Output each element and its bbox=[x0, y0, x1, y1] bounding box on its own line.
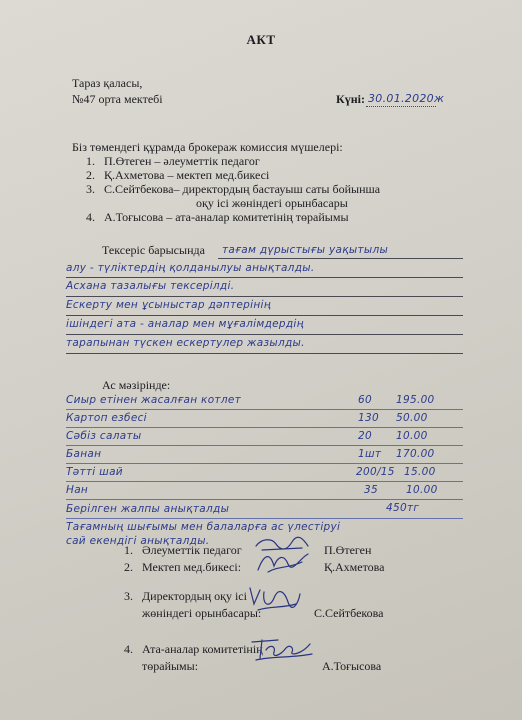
inspection-line: Ескерту мен ұсыныстар дәптерінің bbox=[66, 299, 271, 311]
signatory-number: 3. bbox=[124, 589, 133, 603]
member-number: 3. bbox=[86, 182, 95, 196]
menu-item: Сиыр етінен жасалған котлет bbox=[66, 394, 242, 406]
signatory-name: С.Сейтбекова bbox=[314, 606, 384, 620]
menu-total-text: Берілген жалпы анықталды bbox=[66, 503, 230, 515]
member-number: 1. bbox=[86, 154, 95, 168]
menu-qty: 60 bbox=[358, 394, 372, 406]
member-item: Қ.Ахметова – мектеп мед.бикесі bbox=[104, 168, 270, 182]
date-label: Күні: bbox=[336, 92, 365, 106]
menu-item: Нан bbox=[66, 484, 89, 496]
inspection-label: Тексеріс барысында bbox=[102, 243, 205, 257]
member-item-continued: оқу ісі жөніндегі орынбасары bbox=[196, 196, 348, 210]
writing-line bbox=[66, 296, 463, 297]
signature-mark bbox=[244, 582, 304, 616]
menu-note: сай екендігі анықталды. bbox=[66, 535, 210, 547]
writing-line bbox=[66, 315, 463, 316]
menu-item: Картоп езбесі bbox=[66, 412, 147, 424]
menu-qty: 20 bbox=[358, 430, 372, 442]
menu-price: 50.00 bbox=[396, 412, 428, 424]
member-item: С.Сейтбекова– директордың бастауыш саты бойынша bbox=[104, 182, 381, 196]
signatory-role: Ата-аналар комитетінің bbox=[142, 642, 263, 656]
writing-line bbox=[66, 427, 463, 428]
signatory-name: Қ.Ахметова bbox=[324, 560, 385, 574]
signatory-name: А.Тоғысова bbox=[322, 659, 382, 673]
writing-line bbox=[66, 277, 463, 278]
member-item: А.Тоғысова – ата-аналар комитетінің төрайымы bbox=[104, 210, 349, 224]
signatory-number: 2. bbox=[124, 560, 133, 574]
signatory-role: төрайымы: bbox=[142, 659, 199, 673]
menu-item: Сәбіз салаты bbox=[66, 430, 142, 442]
writing-line bbox=[66, 409, 463, 410]
inspection-line: Асхана тазалығы тексерілді. bbox=[66, 280, 235, 292]
signatory-number: 4. bbox=[124, 642, 133, 656]
menu-total-value: 450тг bbox=[386, 502, 420, 514]
writing-line bbox=[218, 258, 463, 259]
signatory-role: Әлеуметтік педагог bbox=[142, 543, 242, 557]
writing-line bbox=[66, 481, 463, 482]
signatory-role: Директордың оқу ісі bbox=[142, 589, 247, 603]
member-number: 4. bbox=[86, 210, 95, 224]
menu-qty: 35 bbox=[364, 484, 378, 496]
writing-line bbox=[66, 445, 463, 446]
menu-price: 10.00 bbox=[406, 484, 438, 496]
menu-qty: 200/15 bbox=[356, 466, 395, 478]
signatory-number: 1. bbox=[124, 543, 133, 557]
writing-line bbox=[66, 353, 463, 354]
signature-mark bbox=[254, 548, 312, 576]
writing-line bbox=[66, 499, 463, 500]
writing-line bbox=[66, 334, 463, 335]
city-line: Тараз қаласы, bbox=[72, 76, 143, 90]
commission-intro: Біз төмендегі құрамда брокераж комиссия мүшелері: bbox=[72, 140, 343, 154]
writing-line bbox=[66, 518, 463, 519]
menu-note: Тағамның шығымы мен балаларға ас үлестіруі bbox=[66, 521, 341, 533]
menu-price: 10.00 bbox=[396, 430, 428, 442]
menu-label: Ас мәзірінде: bbox=[102, 378, 171, 392]
menu-price: 195.00 bbox=[396, 394, 435, 406]
inspection-line: тағам дүрыстығы уақытылы bbox=[222, 244, 389, 256]
school-line: №47 орта мектебі bbox=[72, 92, 163, 106]
writing-line bbox=[66, 463, 463, 464]
inspection-line: алу - түліктердің қолданылуы анықталды. bbox=[66, 262, 315, 274]
inspection-line: тарапынан түскен ескертулер жазылды. bbox=[66, 337, 305, 349]
member-item: П.Өтеген – әлеуметтік педагог bbox=[104, 154, 260, 168]
menu-price: 15.00 bbox=[404, 466, 436, 478]
date-underline bbox=[366, 106, 436, 107]
menu-price: 170.00 bbox=[396, 448, 435, 460]
inspection-line: ішіндегі ата - аналар мен мұғалімдердің bbox=[66, 318, 304, 330]
signatory-role: Мектеп мед.бикесі: bbox=[142, 560, 242, 574]
date-value: 30.01.2020ж bbox=[368, 92, 445, 105]
signatory-name: П.Өтеген bbox=[324, 543, 372, 557]
menu-qty: 130 bbox=[358, 412, 379, 424]
menu-qty: 1шт bbox=[358, 448, 382, 460]
menu-item: Банан bbox=[66, 448, 102, 460]
doc-title: АКТ bbox=[246, 32, 276, 47]
signatory-role: жөніндегі орынбасары: bbox=[142, 606, 262, 620]
member-number: 2. bbox=[86, 168, 95, 182]
signature-mark bbox=[248, 634, 318, 664]
menu-item: Тәтті шай bbox=[66, 466, 123, 478]
